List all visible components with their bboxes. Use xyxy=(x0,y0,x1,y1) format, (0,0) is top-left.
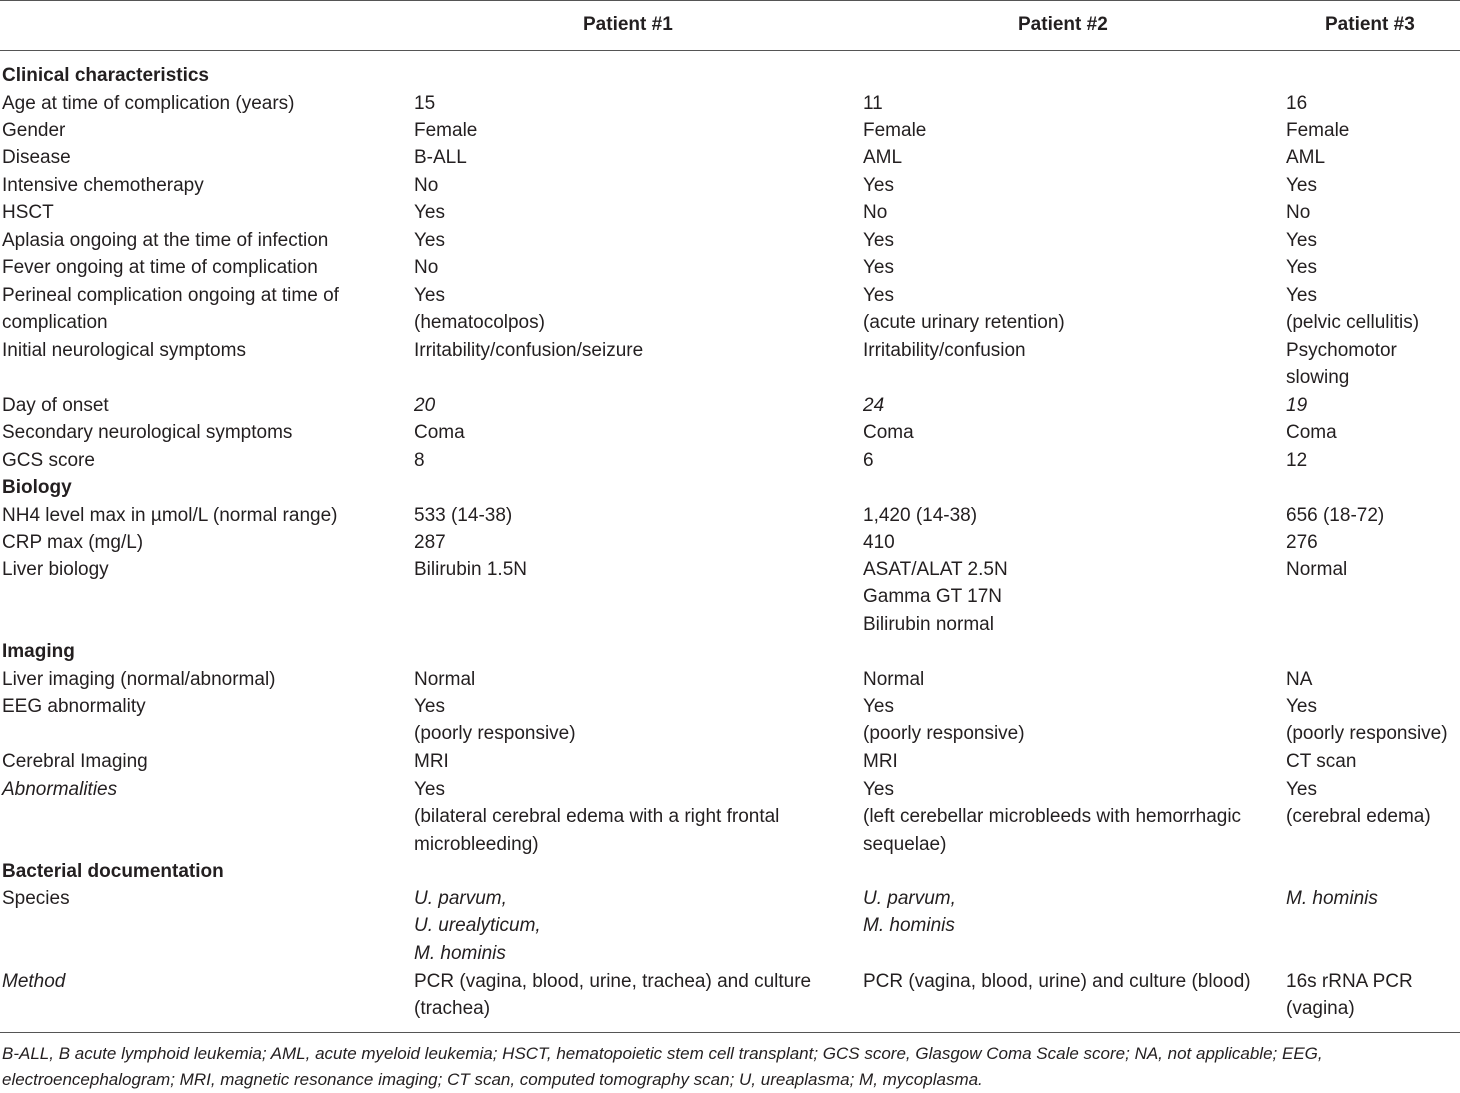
cell-patient-3 xyxy=(1286,337,1397,392)
header-patient-1: Patient #1 xyxy=(583,14,673,35)
cell-patient-1 xyxy=(414,968,811,1023)
cell-patient-1 xyxy=(414,885,541,967)
cell-patient-2: Yes xyxy=(863,230,894,251)
cell-patient-3: 276 xyxy=(1286,532,1318,553)
cell-patient-3: 656 (18-72) xyxy=(1286,505,1385,526)
row-label: Liver imaging (normal/abnormal) xyxy=(2,669,276,690)
cell-line: Yes xyxy=(863,285,894,306)
cell-line: U. parvum, xyxy=(863,888,956,909)
section-title: Bacterial documentation xyxy=(2,861,224,882)
cell-patient-2 xyxy=(863,556,1008,638)
footnote-line: electroencephalogram; MRI, magnetic resonance imaging; CT scan, computed tomography scan; U, ureaplasma; M, mycoplasma. xyxy=(2,1070,983,1089)
cell-line: M. hominis xyxy=(863,915,955,937)
row-label: Abnormalities xyxy=(2,779,118,800)
row-label: Day of onset xyxy=(2,395,109,416)
cell-line: sequelae) xyxy=(863,833,947,855)
cell-line: (poorly responsive) xyxy=(863,723,1025,745)
cell-patient-1 xyxy=(414,282,545,337)
cell-patient-2: AML xyxy=(863,147,903,168)
cell-patient-3: 19 xyxy=(1286,395,1308,416)
cell-patient-3: Coma xyxy=(1286,422,1337,443)
cell-line: Yes xyxy=(414,696,445,717)
cell-patient-3: Yes xyxy=(1286,257,1317,278)
section-title: Imaging xyxy=(2,641,75,662)
cell-patient-3: Yes xyxy=(1286,175,1317,196)
row-label: Species xyxy=(2,888,70,909)
cell-patient-3: 12 xyxy=(1286,450,1308,471)
cell-patient-1: Irritability/confusion/seizure xyxy=(414,340,644,361)
row-label xyxy=(2,282,339,337)
cell-patient-3: 16 xyxy=(1286,93,1308,114)
cell-patient-3 xyxy=(1286,968,1413,1023)
cell-line: Yes xyxy=(1286,696,1317,717)
cell-patient-1: Normal xyxy=(414,669,476,690)
cell-line: (vagina) xyxy=(1286,998,1355,1020)
header-patient-3: Patient #3 xyxy=(1325,14,1415,35)
cell-line: M. hominis xyxy=(414,942,506,964)
cell-line: 16s rRNA PCR xyxy=(1286,971,1413,992)
cell-line: Yes xyxy=(863,779,894,800)
cell-patient-3: NA xyxy=(1286,669,1313,690)
row-label-line: complication xyxy=(2,312,108,334)
row-label: CRP max (mg/L) xyxy=(2,532,144,553)
cell-line: (bilateral cerebral edema with a right frontal xyxy=(414,806,780,828)
cell-patient-1: 287 xyxy=(414,532,446,553)
cell-line: (acute urinary retention) xyxy=(863,312,1065,334)
cell-patient-3: Female xyxy=(1286,120,1350,141)
table-bottom-rule xyxy=(0,1032,1460,1033)
cell-line: slowing xyxy=(1286,367,1350,389)
cell-patient-1: 15 xyxy=(414,93,436,114)
cell-patient-2 xyxy=(863,776,1241,858)
cell-patient-1: 20 xyxy=(414,395,436,416)
cell-line: U. urealyticum, xyxy=(414,915,541,937)
table-top-rule xyxy=(0,0,1460,1)
row-label: Method xyxy=(2,971,66,992)
row-label: HSCT xyxy=(2,202,54,223)
cell-line: (trachea) xyxy=(414,998,491,1020)
cell-patient-2: 11 xyxy=(863,93,883,114)
cell-line: (cerebral edema) xyxy=(1286,806,1431,828)
row-label-line: Perineal complication ongoing at time of xyxy=(2,285,339,306)
row-label: NH4 level max in µmol/L (normal range) xyxy=(2,505,338,526)
row-label: Liver biology xyxy=(2,559,109,580)
cell-patient-1: Coma xyxy=(414,422,465,443)
cell-patient-2 xyxy=(863,282,1065,337)
cell-line: Yes xyxy=(863,696,894,717)
cell-patient-2: No xyxy=(863,202,888,223)
cell-patient-2: 24 xyxy=(863,395,885,416)
row-label: Fever ongoing at time of complication xyxy=(2,257,318,278)
row-label: Gender xyxy=(2,120,66,141)
cell-line: U. parvum, xyxy=(414,888,507,909)
section-title: Clinical characteristics xyxy=(2,65,209,86)
cell-patient-2: 1,420 (14-38) xyxy=(863,505,978,526)
cell-line: Psychomotor xyxy=(1286,340,1397,361)
cell-patient-1: 8 xyxy=(414,450,425,471)
cell-line: PCR (vagina, blood, urine, trachea) and culture xyxy=(414,971,812,992)
row-label: Disease xyxy=(2,147,71,168)
cell-patient-3: M. hominis xyxy=(1286,888,1378,909)
cell-patient-2 xyxy=(863,885,956,940)
cell-patient-2: Yes xyxy=(863,175,894,196)
cell-patient-3 xyxy=(1286,776,1431,831)
row-label: Cerebral Imaging xyxy=(2,751,148,772)
row-label: EEG abnormality xyxy=(2,696,146,717)
cell-patient-2: Female xyxy=(863,120,927,141)
cell-line: ASAT/ALAT 2.5N xyxy=(863,559,1008,580)
row-label: Aplasia ongoing at the time of infection xyxy=(2,230,329,251)
cell-patient-3: CT scan xyxy=(1286,751,1357,772)
header-rule xyxy=(0,50,1460,51)
cell-patient-3 xyxy=(1286,282,1419,337)
cell-patient-3: Yes xyxy=(1286,230,1317,251)
cell-patient-3 xyxy=(1286,693,1448,748)
cell-patient-2: Normal xyxy=(863,669,925,690)
cell-line: Bilirubin normal xyxy=(863,613,994,635)
cell-patient-3: AML xyxy=(1286,147,1326,168)
row-label: GCS score xyxy=(2,450,95,471)
cell-patient-2: 410 xyxy=(863,532,895,553)
cell-patient-2: Coma xyxy=(863,422,914,443)
cell-patient-1: B-ALL xyxy=(414,147,467,168)
cell-line: (pelvic cellulitis) xyxy=(1286,312,1420,334)
cell-line: (poorly responsive) xyxy=(414,723,576,745)
cell-line: Yes xyxy=(1286,779,1317,800)
row-label: Age at time of complication (years) xyxy=(2,93,295,114)
cell-patient-2 xyxy=(863,693,1025,748)
cell-patient-3: No xyxy=(1286,202,1311,223)
cell-line: (poorly responsive) xyxy=(1286,723,1448,745)
cell-patient-1: 533 (14-38) xyxy=(414,505,513,526)
cell-patient-2: Yes xyxy=(863,257,894,278)
cell-line: (left cerebellar microbleeds with hemorrhagic xyxy=(863,806,1242,828)
cell-patient-1: MRI xyxy=(414,751,449,772)
cell-line: Yes xyxy=(414,779,445,800)
row-label: Initial neurological symptoms xyxy=(2,340,246,361)
cell-patient-2: Irritability/confusion xyxy=(863,340,1026,361)
header-patient-2: Patient #2 xyxy=(1018,14,1108,35)
table-footnote xyxy=(2,1041,1458,1093)
cell-line: (hematocolpos) xyxy=(414,312,545,334)
cell-patient-1 xyxy=(414,693,576,748)
cell-line: microbleeding) xyxy=(414,833,539,855)
cell-patient-2: 6 xyxy=(863,450,874,471)
cell-line: Yes xyxy=(414,285,445,306)
cell-patient-1: Yes xyxy=(414,230,445,251)
cell-patient-3: Normal xyxy=(1286,559,1348,580)
cell-patient-2: PCR (vagina, blood, urine) and culture (blood) xyxy=(863,971,1251,992)
row-label: Secondary neurological symptoms xyxy=(2,422,293,443)
section-title: Biology xyxy=(2,477,72,498)
cell-patient-1 xyxy=(414,776,779,858)
cell-patient-1: Bilirubin 1.5N xyxy=(414,559,527,580)
cell-line: Yes xyxy=(1286,285,1317,306)
cell-patient-1: No xyxy=(414,175,439,196)
cell-patient-1: No xyxy=(414,257,439,278)
cell-line: Gamma GT 17N xyxy=(863,586,1003,608)
cell-patient-2: MRI xyxy=(863,751,898,772)
footnote-line: B-ALL, B acute lymphoid leukemia; AML, acute myeloid leukemia; HSCT, hematopoietic stem cell transplant; GCS score, Glasgow Coma Scale score; NA, not applicable; EEG, xyxy=(2,1044,1323,1063)
cell-patient-1: Yes xyxy=(414,202,445,223)
cell-patient-1: Female xyxy=(414,120,478,141)
row-label: Intensive chemotherapy xyxy=(2,175,204,196)
